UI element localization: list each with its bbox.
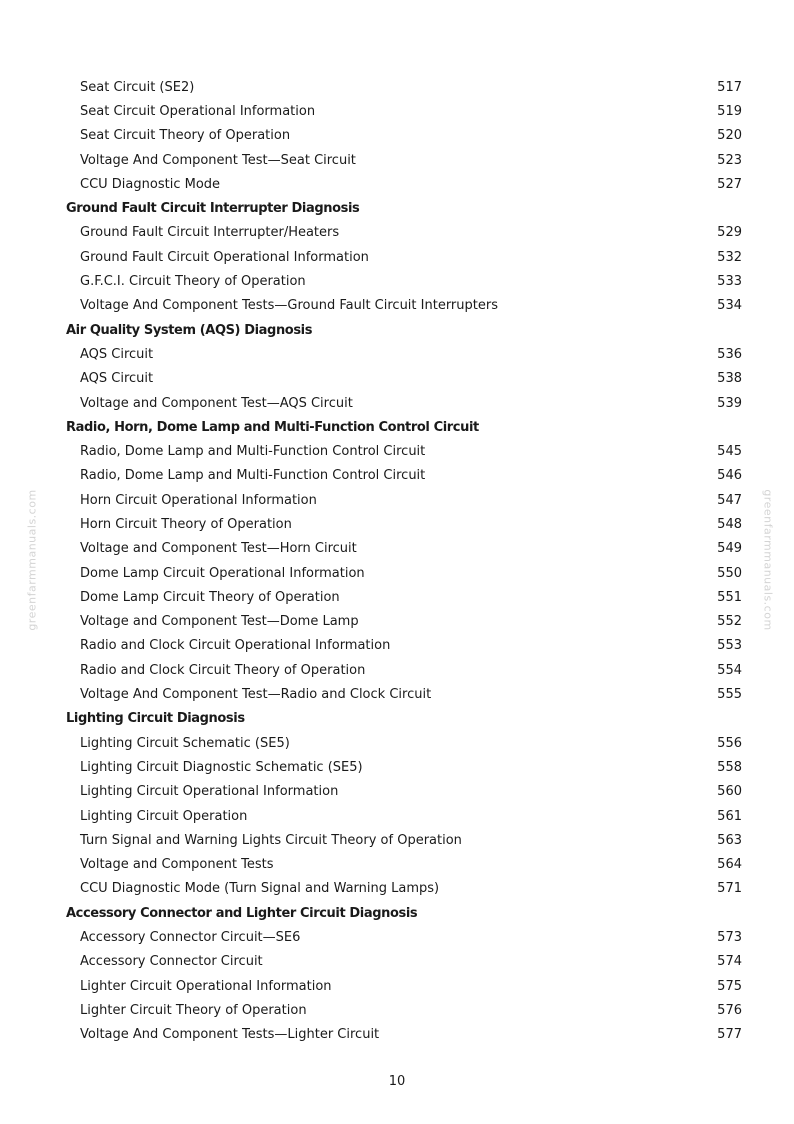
toc-entry[interactable] <box>66 877 742 901</box>
toc-entry-title: Voltage and Component Test—Horn Circuit <box>80 541 357 557</box>
toc-entry-title: AQS Circuit <box>80 346 154 362</box>
toc-entry[interactable] <box>66 221 742 245</box>
toc-entry[interactable] <box>66 172 742 196</box>
toc-entry[interactable] <box>66 561 742 585</box>
toc-entry-title: Lighting Circuit Operation <box>80 808 248 824</box>
toc-entry-title: Turn Signal and Warning Lights Circuit Theory of Operation <box>80 832 462 848</box>
toc-entry[interactable] <box>66 998 742 1022</box>
toc-page-number: 560 <box>717 784 742 800</box>
toc-entry[interactable] <box>66 950 742 974</box>
toc-section-heading[interactable] <box>66 901 742 925</box>
toc-entry-title: Radio, Dome Lamp and Multi-Function Control Circuit <box>80 468 426 484</box>
toc-entry-title: Ground Fault Circuit Operational Information <box>80 249 369 265</box>
toc-section-heading[interactable] <box>66 707 742 731</box>
toc-entry[interactable] <box>66 974 742 998</box>
toc-entry-title: Radio and Clock Circuit Operational Information <box>80 638 391 654</box>
toc-page-number: 558 <box>717 759 742 775</box>
toc-entry-title: Ground Fault Circuit Interrupter/Heaters <box>80 225 340 241</box>
toc-section-heading[interactable] <box>66 196 742 220</box>
watermark-left: greenfarmmanuals.com <box>25 489 39 631</box>
toc-entry[interactable] <box>66 1023 742 1047</box>
page-number: 10 <box>388 1074 406 1089</box>
toc-entry[interactable] <box>66 124 742 148</box>
toc-entry-title: G.F.C.I. Circuit Theory of Operation <box>80 274 306 290</box>
toc-entry-title: Voltage And Component Test—Seat Circuit <box>80 152 356 168</box>
toc-page-number: 551 <box>717 589 742 605</box>
toc-page-number: 549 <box>717 541 742 557</box>
toc-entry[interactable] <box>66 367 742 391</box>
toc-page-number: 561 <box>717 808 742 824</box>
toc-page-number: 534 <box>717 298 742 314</box>
toc-page-number: 554 <box>717 662 742 678</box>
toc-entry[interactable] <box>66 391 742 415</box>
toc-entry[interactable] <box>66 853 742 877</box>
toc-page-number: 547 <box>717 492 742 508</box>
toc-entry[interactable] <box>66 245 742 269</box>
toc-entry-title: Seat Circuit Theory of Operation <box>80 128 291 144</box>
watermark-right: greenfarmmanuals.com <box>761 489 775 631</box>
toc-heading-title: Ground Fault Circuit Interrupter Diagnosis <box>66 201 360 217</box>
toc-page-number: 532 <box>717 249 742 265</box>
toc-section-heading[interactable] <box>66 415 742 439</box>
toc-entry-title: Radio and Clock Circuit Theory of Operation <box>80 662 366 678</box>
toc-entry-title: CCU Diagnostic Mode (Turn Signal and Warning Lamps) <box>80 881 440 897</box>
toc-page-number: 575 <box>717 978 742 994</box>
toc-entry-title: Voltage and Component Tests <box>80 857 274 873</box>
toc-page-number: 520 <box>717 128 742 144</box>
toc-page-number: 550 <box>717 565 742 581</box>
toc-page-number: 519 <box>717 103 742 119</box>
toc-page-number: 553 <box>717 638 742 654</box>
toc-heading-title: Lighting Circuit Diagnosis <box>66 711 245 727</box>
toc-page-number: 523 <box>717 152 742 168</box>
toc-entry[interactable] <box>66 99 742 123</box>
toc-entry[interactable] <box>66 75 742 99</box>
toc-entry[interactable] <box>66 464 742 488</box>
toc-entry[interactable] <box>66 780 742 804</box>
toc-entry-title: Horn Circuit Theory of Operation <box>80 516 292 532</box>
toc-page-number: 563 <box>717 832 742 848</box>
toc-heading-title: Radio, Horn, Dome Lamp and Multi-Function Control Circuit <box>66 419 479 435</box>
toc-page-number: 539 <box>717 395 742 411</box>
toc-page-number: 556 <box>717 735 742 751</box>
toc-page-number: 546 <box>717 468 742 484</box>
toc-entry[interactable] <box>66 925 742 949</box>
toc-entry[interactable] <box>66 148 742 172</box>
toc-entry[interactable] <box>66 682 742 706</box>
toc-entry-title: Lighting Circuit Schematic (SE5) <box>80 735 290 751</box>
toc-page-number: 564 <box>717 857 742 873</box>
toc-entry[interactable] <box>66 439 742 463</box>
toc-entry-title: Voltage and Component Test—Dome Lamp <box>80 614 359 630</box>
toc-entry-title: Dome Lamp Circuit Theory of Operation <box>80 589 340 605</box>
toc-page-number: 527 <box>717 176 742 192</box>
toc-entry[interactable] <box>66 269 742 293</box>
toc-page-number: 577 <box>717 1027 742 1043</box>
toc-page-number: 536 <box>717 346 742 362</box>
toc-page-number: 576 <box>717 1002 742 1018</box>
toc-page-number: 517 <box>717 79 742 95</box>
toc-entry-title: Accessory Connector Circuit <box>80 954 263 970</box>
toc-entry-title: Horn Circuit Operational Information <box>80 492 317 508</box>
toc-page-number: 555 <box>717 687 742 703</box>
toc-entry[interactable] <box>66 294 742 318</box>
toc-page-number: 573 <box>717 930 742 946</box>
toc-page-number: 548 <box>717 516 742 532</box>
table-of-contents <box>66 75 742 1047</box>
toc-entry[interactable] <box>66 804 742 828</box>
toc-page-number: 574 <box>717 954 742 970</box>
toc-page-number: 545 <box>717 444 742 460</box>
toc-entry[interactable] <box>66 634 742 658</box>
toc-heading-title: Accessory Connector and Lighter Circuit Diagnosis <box>66 905 418 921</box>
toc-entry[interactable] <box>66 488 742 512</box>
toc-entry[interactable] <box>66 731 742 755</box>
toc-entry-title: Voltage And Component Test—Radio and Clock Circuit <box>80 687 432 703</box>
toc-entry-title: Voltage And Component Tests—Ground Fault Circuit Interrupters <box>80 298 498 314</box>
toc-entry-title: Voltage and Component Test—AQS Circuit <box>80 395 353 411</box>
toc-entry-title: Voltage And Component Tests—Lighter Circuit <box>80 1027 380 1043</box>
toc-entry-title: CCU Diagnostic Mode <box>80 176 221 192</box>
toc-page-number: 533 <box>717 274 742 290</box>
toc-entry-title: Seat Circuit (SE2) <box>80 79 195 95</box>
toc-entry[interactable] <box>66 658 742 682</box>
toc-entry-title: AQS Circuit <box>80 371 154 387</box>
toc-entry[interactable] <box>66 585 742 609</box>
toc-entry-title: Accessory Connector Circuit—SE6 <box>80 930 301 946</box>
toc-entry-title: Radio, Dome Lamp and Multi-Function Control Circuit <box>80 444 426 460</box>
toc-entry-title: Lighter Circuit Theory of Operation <box>80 1002 307 1018</box>
toc-page-number: 529 <box>717 225 742 241</box>
toc-page-number: 538 <box>717 371 742 387</box>
toc-page-number: 571 <box>717 881 742 897</box>
toc-entry[interactable] <box>66 610 742 634</box>
toc-entry-title: Lighter Circuit Operational Information <box>80 978 332 994</box>
toc-entry[interactable] <box>66 342 742 366</box>
toc-entry[interactable] <box>66 512 742 536</box>
toc-entry-title: Lighting Circuit Diagnostic Schematic (SE5) <box>80 759 363 775</box>
toc-entry-title: Dome Lamp Circuit Operational Information <box>80 565 365 581</box>
toc-entry-title: Lighting Circuit Operational Information <box>80 784 339 800</box>
toc-page-number: 552 <box>717 614 742 630</box>
toc-heading-title: Air Quality System (AQS) Diagnosis <box>66 322 313 338</box>
toc-entry[interactable] <box>66 828 742 852</box>
toc-entry[interactable] <box>66 755 742 779</box>
toc-entry-title: Seat Circuit Operational Information <box>80 103 316 119</box>
toc-entry[interactable] <box>66 537 742 561</box>
toc-section-heading[interactable] <box>66 318 742 342</box>
